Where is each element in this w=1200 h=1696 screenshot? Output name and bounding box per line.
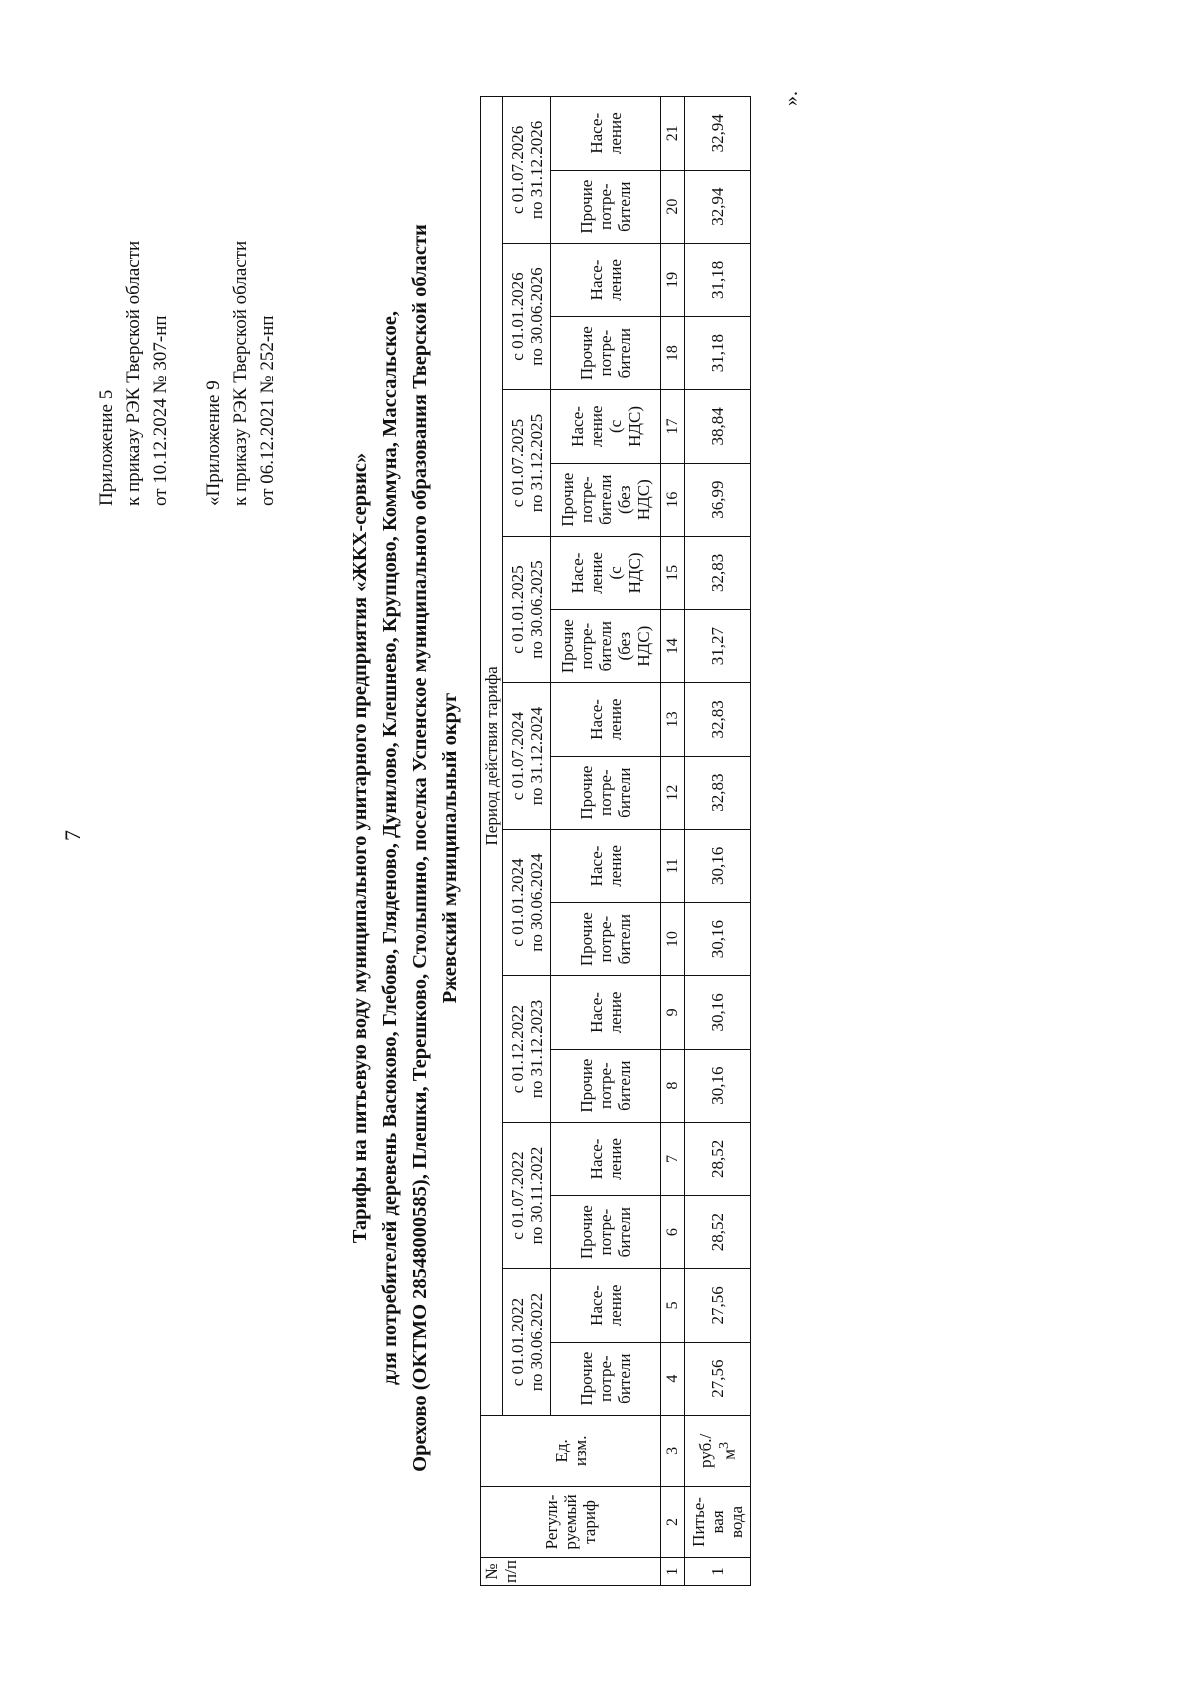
document-title (345, 60, 465, 1636)
tariff-value: 38,84 (685, 390, 751, 463)
column-number: 10 (661, 903, 685, 976)
header-period: Период действия тарифа (481, 97, 503, 1416)
tariff-value: 30,16 (685, 903, 751, 976)
sub-text: Насе- (586, 699, 606, 740)
sub-text: Прочие (577, 1205, 596, 1260)
sub-text: потре- (596, 915, 615, 963)
period-from: с 01.07.2025 (507, 418, 527, 508)
header-population-vat (551, 536, 661, 609)
sub-text: Насе- (586, 112, 606, 154)
tariff-value: 28,52 (685, 1196, 751, 1269)
sub-text: (с (605, 566, 625, 580)
sub-text: (без (615, 485, 634, 514)
annex-new-block (93, 241, 174, 506)
header-population (551, 976, 661, 1049)
tariff-value: 30,16 (685, 829, 751, 902)
header-tariff-b: руемый (561, 1494, 580, 1550)
annex-new-line2: к приказу РЭК Тверской области (123, 240, 144, 506)
column-number: 13 (661, 683, 685, 756)
row-unit (685, 1415, 751, 1486)
period-cell-2 (503, 1122, 551, 1269)
unit-superscript: 3 (716, 1441, 733, 1449)
period-from: с 01.01.2025 (507, 565, 527, 654)
header-num-a: № (482, 1563, 501, 1580)
tariff-value: 28,52 (685, 1122, 751, 1195)
annex-new-line3: от 10.12.2024 № 307-нп (150, 315, 171, 506)
sub-text: НДС) (624, 405, 644, 447)
closing-quote: ». (780, 91, 802, 106)
period-to: по 30.06.2022 (526, 1292, 546, 1392)
sub-text: бители (596, 474, 615, 525)
period-to: по 30.11.2022 (526, 1146, 546, 1245)
sub-text: Прочие (577, 326, 596, 381)
period-cell-6 (503, 536, 551, 683)
header-other-consumers (551, 903, 661, 976)
period-cell-9 (503, 97, 551, 244)
column-number: 1 (661, 1558, 685, 1586)
header-population (551, 1122, 661, 1195)
header-population (551, 683, 661, 756)
sub-text: (без (615, 631, 634, 661)
sub-text: Насе- (586, 1138, 606, 1180)
column-number: 5 (661, 1269, 685, 1342)
tariff-value: 30,16 (685, 1049, 751, 1122)
sub-text: ление (586, 405, 606, 448)
tariff-value: 27,56 (685, 1269, 751, 1342)
sub-text: Насе- (586, 1285, 606, 1326)
sub-text: потре- (596, 769, 615, 817)
sub-text: потре- (577, 476, 596, 524)
header-tariff-cell (481, 1486, 661, 1557)
tariff-text: вода (727, 1505, 746, 1539)
period-to: по 31.12.2025 (526, 413, 546, 513)
unit-text: м (719, 1449, 739, 1460)
title-line4: Ржевский муниципальный округ (439, 692, 461, 1004)
header-population (551, 97, 661, 171)
header-population (551, 1269, 661, 1342)
column-number: 8 (661, 1049, 685, 1122)
header-population-vat (551, 390, 661, 463)
sub-text: бители (615, 914, 634, 965)
sub-text: бители (615, 1207, 634, 1258)
period-from: с 01.12.2022 (507, 1004, 527, 1094)
sub-text: ление (605, 1138, 625, 1180)
sub-text: Прочие (577, 765, 596, 820)
column-number: 19 (661, 243, 685, 316)
column-number: 21 (661, 97, 685, 171)
period-to: по 30.06.2024 (526, 853, 546, 952)
sub-text: Насе- (567, 552, 587, 594)
title-line3: Орехово (ОКТМО 28548000585), Плешки, Терешково, Столыпино, поселка Успенское муниципального образования Тверской области (409, 224, 431, 1472)
sub-text: Насе- (586, 259, 606, 301)
tariff-value: 31,18 (685, 243, 751, 316)
sub-text: Прочие (577, 912, 596, 967)
period-from: с 01.07.2022 (507, 1151, 527, 1240)
column-number: 11 (661, 829, 685, 902)
sub-text: потре- (596, 1355, 615, 1403)
column-number: 4 (661, 1342, 685, 1415)
column-number: 15 (661, 536, 685, 609)
row-number: 1 (685, 1558, 751, 1586)
header-row-dates (503, 97, 551, 1586)
annex-old-line1: «Приложение 9 (203, 380, 224, 506)
tariff-value: 31,27 (685, 610, 751, 683)
period-cell-4 (503, 829, 551, 976)
column-number: 7 (661, 1122, 685, 1195)
title-line2: для потребителей деревень Васюково, Глебово, Гляденово, Дунилово, Клешнево, Крупцово, Коммуна, Массальское, (379, 311, 401, 1385)
sub-text: ление (605, 991, 625, 1034)
tariff-value: 32,94 (685, 170, 751, 243)
header-tariff-c: тариф (580, 1500, 599, 1544)
page-number: 7 (60, 830, 85, 841)
tariff-value: 30,16 (685, 976, 751, 1049)
header-row-consumers (551, 97, 661, 1586)
sub-text: Насе- (586, 992, 606, 1033)
header-population (551, 243, 661, 316)
sub-text: ление (605, 112, 625, 155)
column-number: 2 (661, 1486, 685, 1557)
unit-text: руб./ (696, 1433, 716, 1468)
period-to: по 31.12.2026 (526, 120, 546, 220)
sub-text: Насе- (567, 406, 587, 447)
header-other-consumers (551, 756, 661, 829)
period-from: с 01.01.2022 (507, 1297, 527, 1387)
column-number: 14 (661, 610, 685, 683)
sub-text: ление (586, 552, 606, 594)
column-number: 9 (661, 976, 685, 1049)
period-from: с 01.07.2024 (507, 711, 527, 801)
sub-text: Прочие (558, 619, 577, 674)
sub-text: потре- (596, 329, 615, 377)
period-cell-5 (503, 683, 551, 830)
sub-text: бители (615, 767, 634, 818)
sub-text: ление (605, 259, 625, 301)
sub-text: Прочие (577, 179, 596, 234)
header-other-consumers-novat (551, 463, 661, 536)
period-from: с 01.01.2024 (507, 858, 527, 947)
annex-new-line1: Приложение 5 (96, 389, 117, 506)
period-to: по 30.06.2025 (526, 560, 546, 659)
tariff-value: 32,94 (685, 97, 751, 171)
column-number: 18 (661, 317, 685, 390)
header-row-period (481, 97, 503, 1586)
sub-text: Прочие (558, 472, 577, 527)
sub-text: НДС) (634, 625, 653, 667)
sub-text: Прочие (577, 1351, 596, 1406)
period-cell-8 (503, 243, 551, 390)
column-number: 17 (661, 390, 685, 463)
tariff-value: 32,83 (685, 683, 751, 756)
tariff-value: 31,18 (685, 317, 751, 390)
header-tariff-a: Регули- (542, 1494, 561, 1550)
header-population (551, 829, 661, 902)
period-cell-3 (503, 976, 551, 1123)
annex-old-line3: от 06.12.2021 № 252-нп (257, 315, 278, 506)
sub-text: Прочие (577, 1058, 596, 1113)
tariff-table (480, 96, 751, 1586)
sub-text: потре- (577, 622, 596, 670)
sub-text: бители (615, 1353, 634, 1404)
table-row (685, 97, 751, 1586)
column-number: 16 (661, 463, 685, 536)
period-to: по 31.12.2023 (526, 999, 546, 1099)
sub-text: бители (615, 328, 634, 379)
period-cell-1 (503, 1269, 551, 1416)
header-other-consumers (551, 317, 661, 390)
sub-text: (с (605, 419, 625, 434)
header-other-consumers (551, 1049, 661, 1122)
sub-text: ление (605, 1284, 625, 1327)
sub-text: потре- (596, 1208, 615, 1256)
tariff-value: 32,83 (685, 536, 751, 609)
header-other-consumers (551, 170, 661, 243)
period-to: по 31.12.2024 (526, 706, 546, 806)
sub-text: ление (605, 698, 625, 741)
sub-text: бители (615, 1060, 634, 1111)
annex-old-line2: к приказу РЭК Тверской области (230, 240, 251, 506)
sub-text: Насе- (586, 845, 606, 887)
header-unit-cell (481, 1415, 661, 1486)
column-number: 3 (661, 1415, 685, 1486)
header-unit-a: Ед. (551, 1439, 571, 1463)
sub-text: НДС) (634, 479, 653, 521)
tariff-text: Питье- (689, 1497, 708, 1547)
period-from: с 01.01.2026 (507, 272, 527, 361)
column-number: 6 (661, 1196, 685, 1269)
tariff-text: вая (708, 1510, 727, 1534)
sub-text: потре- (596, 1062, 615, 1110)
column-number: 20 (661, 170, 685, 243)
title-line1: Тарифы на питьевую воду муниципального унитарного предприятия «ЖКХ-сервис» (349, 452, 371, 1244)
sub-text: потре- (596, 183, 615, 231)
sub-text: НДС) (624, 552, 644, 594)
column-number-row (661, 97, 685, 1586)
tariff-value: 32,83 (685, 756, 751, 829)
period-from: с 01.07.2026 (507, 125, 527, 215)
header-other-consumers-novat (551, 610, 661, 683)
column-number: 12 (661, 756, 685, 829)
sub-text: бители (615, 181, 634, 232)
period-to: по 30.06.2026 (526, 267, 546, 366)
row-tariff-name (685, 1486, 751, 1557)
header-num-cell (481, 1558, 661, 1586)
tariff-value: 36,99 (685, 463, 751, 536)
header-unit-b: изм. (570, 1435, 590, 1467)
period-cell-7 (503, 390, 551, 537)
header-other-consumers (551, 1342, 661, 1415)
tariff-value: 27,56 (685, 1342, 751, 1415)
sub-text: ление (605, 845, 625, 887)
header-num-b: п/п (501, 1560, 520, 1583)
sub-text: бители (596, 621, 615, 672)
annex-old-block (200, 241, 281, 506)
header-other-consumers (551, 1196, 661, 1269)
